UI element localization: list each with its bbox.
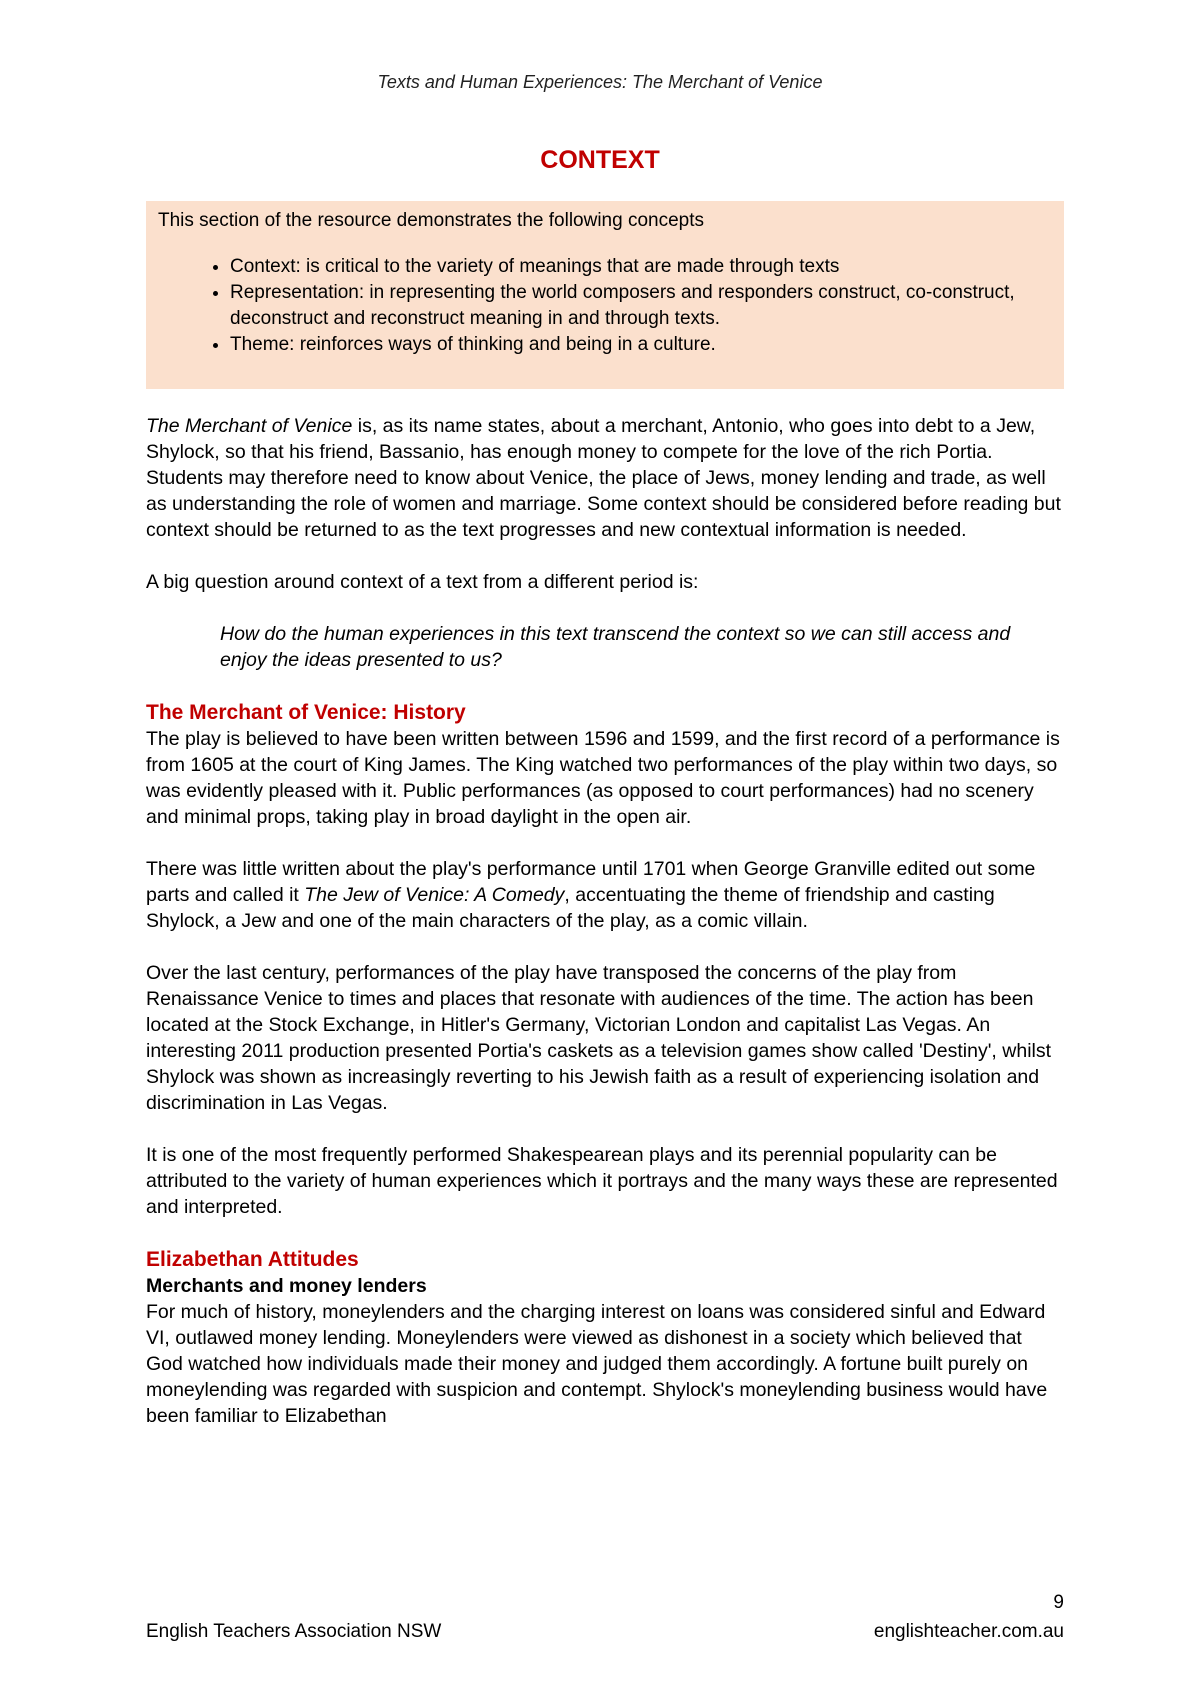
intro-paragraph — [146, 413, 1064, 543]
attitudes-paragraph-1: For much of history, moneylenders and the charging interest on loans was considered sinful and Edward VI, outlawed money lending. Moneylenders were viewed as dishonest in a society which believed that God watched how individuals made their money and judged them accordingly. A fortune built purely on moneylending was regarded with suspicion and contempt. Shylock's moneylending business would have been familiar to Elizabethan — [146, 1301, 1048, 1427]
history-p2-text-a: There was little written about the play's performance until 1701 when George Granville edited out some parts and called it — [146, 858, 1036, 906]
footer-organisation: English Teachers Association NSW — [146, 1621, 442, 1642]
concepts-box — [146, 201, 1064, 389]
page-title: CONTEXT — [540, 146, 660, 174]
history-paragraph-2 — [146, 856, 1064, 934]
footer-website: englishteacher.com.au — [873, 1621, 1064, 1642]
running-header: Texts and Human Experiences: The Merchant of Venice — [377, 72, 823, 92]
concepts-intro: This section of the resource demonstrates the following concepts — [158, 210, 705, 231]
history-paragraph-4: It is one of the most frequently performed Shakespearean plays and its perennial popularity can be attributed to the variety of human experiences which it portrays and the many ways these are represented and interpreted. — [146, 1144, 1058, 1218]
question-lead: A big question around context of a text from a different period is: — [146, 571, 699, 593]
main-content — [146, 413, 1064, 1455]
history-heading: The Merchant of Venice: History — [146, 701, 466, 724]
concept-item-context: • Context: is critical to the variety of meanings that are made through texts — [230, 254, 1052, 280]
play-title: The Merchant of Venice — [146, 415, 353, 437]
attitudes-heading: Elizabethan Attitudes — [146, 1248, 359, 1271]
jew-of-venice-title: The Jew of Venice: A Comedy — [304, 884, 565, 906]
concepts-list — [158, 254, 1052, 358]
history-p2-text-b: , accentuating the theme of friendship and casting Shylock, a Jew and one of the main characters of the play, as a comic villain. — [146, 884, 995, 932]
page-number: 9 — [1053, 1592, 1064, 1613]
intro-text: is, as its name states, about a merchant, Antonio, who goes into debt to a Jew, Shylock, so that his friend, Bassanio, has enough money to compete for the love of the rich Portia. Students may therefore need to know about Venice, the place of Jews, money lending and trade, as well as understanding the role of women and marriage. Some context should be considered before reading but context should be returned to as the text progresses and new contextual information is needed. — [146, 415, 1061, 541]
concept-item-representation: • Representation: in representing the world composers and responders construct, co-construct, deconstruct and reconstruct meaning in and through texts. — [230, 280, 1052, 332]
history-paragraph-3: Over the last century, performances of the play have transposed the concerns of the play from Renaissance Venice to times and places that resonate with audiences of the time. The action has been located at the Stock Exchange, in Hitler's Germany, Victorian London and capitalist Las Vegas. An interesting 2011 production presented Portia's caskets as a television games show called 'Destiny', whilst Shylock was shown as increasingly reverting to his Jewish faith as a result of experiencing isolation and discrimination in Las Vegas. — [146, 962, 1052, 1114]
big-question-quote: How do the human experiences in this text transcend the context so we can still access and enjoy the ideas presented to us? — [220, 623, 1011, 671]
history-paragraph-1: The play is believed to have been written between 1596 and 1599, and the first record of a performance is from 1605 at the court of King James. The King watched two performances of the play within two days, so was evidently pleased with it. Public performances (as opposed to court performances) had no scenery and minimal props, taking play in broad daylight in the open air. — [146, 728, 1060, 828]
merchants-subheading: Merchants and money lenders — [146, 1275, 427, 1297]
concept-item-theme: • Theme: reinforces ways of thinking and being in a culture. — [230, 332, 1052, 358]
